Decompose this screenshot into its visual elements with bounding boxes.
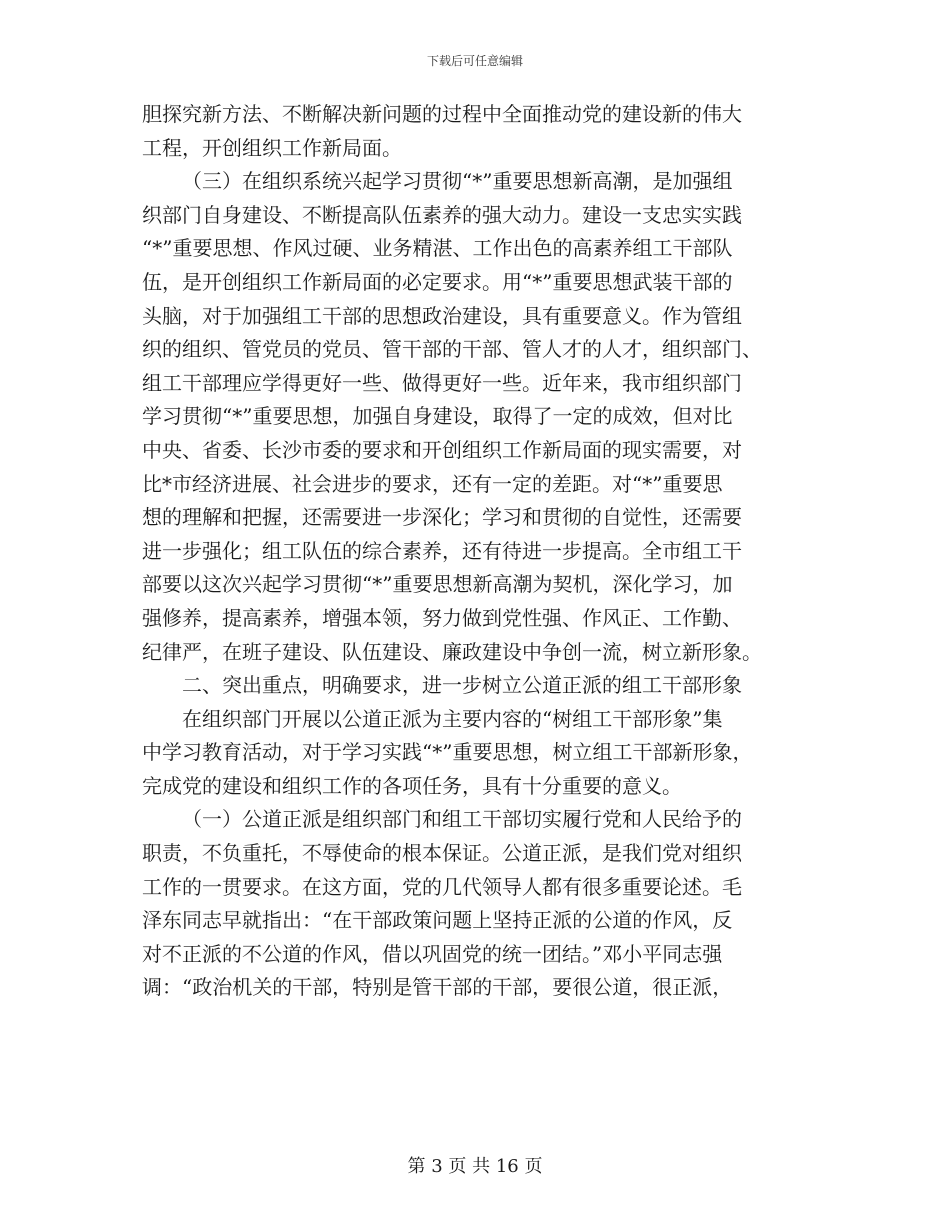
text-line: 想的理解和把握，还需要进一步深化；学习和贯彻的自觉性，还需要	[142, 505, 742, 530]
text-line: 胆探究新方法、不断解决新问题的过程中全面推动党的建设新的伟大	[142, 102, 742, 126]
text-line: 组工干部理应学得更好一些、做得更好一些。近年来，我市组织部门	[142, 370, 742, 395]
text-line: 中学习教育活动，对于学习实践“*”重要思想，树立组工干部新形象，	[142, 740, 753, 765]
text-line: 工程，开创组织工作新局面。	[142, 135, 402, 160]
text-line: 织的组织、管党员的党员、管干部的干部、管人才的人才，组织部门、	[142, 337, 762, 362]
text-line: 部要以这次兴起学习贯彻“*”重要思想新高潮为契机，深化学习，加	[142, 572, 733, 597]
text-line: 中央、省委、长沙市委的要求和开创组织工作新局面的现实需要，对	[142, 437, 742, 462]
text-line: 进一步强化；组工队伍的综合素养，还有待进一步提高。全市组工干	[142, 538, 742, 563]
text-line: （一）公道正派是组织部门和组工干部切实履行党和人民给予的	[182, 807, 742, 832]
text-line: 头脑，对于加强组工干部的思想政治建设，具有重要意义。作为管组	[142, 303, 742, 328]
page-footer: 第 3 页 共 16 页	[407, 1156, 543, 1177]
text-line: 对不正派的不公道的作风，借以巩固党的统一团结。”邓小平同志强	[142, 941, 723, 966]
document-body	[142, 98, 822, 1005]
text-line: 二、突出重点，明确要求，进一步树立公道正派的组工干部形象	[182, 673, 742, 698]
text-line: 强修养，提高素养，增强本领，努力做到党性强、作风正、工作勤、	[142, 605, 742, 630]
page-header: 下载后可任意编辑	[426, 54, 523, 68]
text-line: 泽东同志早就指出：“在干部政策问题上坚持正派的公道的作风，反	[142, 908, 733, 933]
text-line: 伍，是开创组织工作新局面的必定要求。用“*”重要思想武装干部的	[142, 269, 733, 294]
text-line: 完成党的建设和组织工作的各项任务，具有十分重要的意义。	[142, 773, 682, 798]
text-line: 学习贯彻“*”重要思想，加强自身建设，取得了一定的成效，但对比	[142, 404, 733, 429]
text-line: 在组织部门开展以公道正派为主要内容的“树组工干部形象”集	[182, 706, 723, 731]
text-line: 比*市经济进展、社会进步的要求，还有一定的差距。对“*”重要思	[142, 471, 723, 496]
text-line: 织部门自身建设、不断提高队伍素养的强大动力。建设一支忠实实践	[142, 202, 742, 227]
text-line: “*”重要思想、作风过硬、业务精湛、工作出色的高素养组工干部队	[142, 236, 733, 261]
text-line: 职责，不负重托，不辱使命的根本保证。公道正派，是我们党对组织	[142, 841, 742, 866]
text-line: 纪律严，在班子建设、队伍建设、廉政建设中争创一流，树立新形象。	[142, 639, 762, 664]
text-line: 工作的一贯要求。在这方面，党的几代领导人都有很多重要论述。毛	[142, 874, 742, 899]
text-line: （三）在组织系统兴起学习贯彻“*”重要思想新高潮，是加强组	[182, 169, 733, 194]
text-line: 调：“政治机关的干部，特别是管干部的干部，要很公道，很正派，	[142, 975, 733, 1000]
